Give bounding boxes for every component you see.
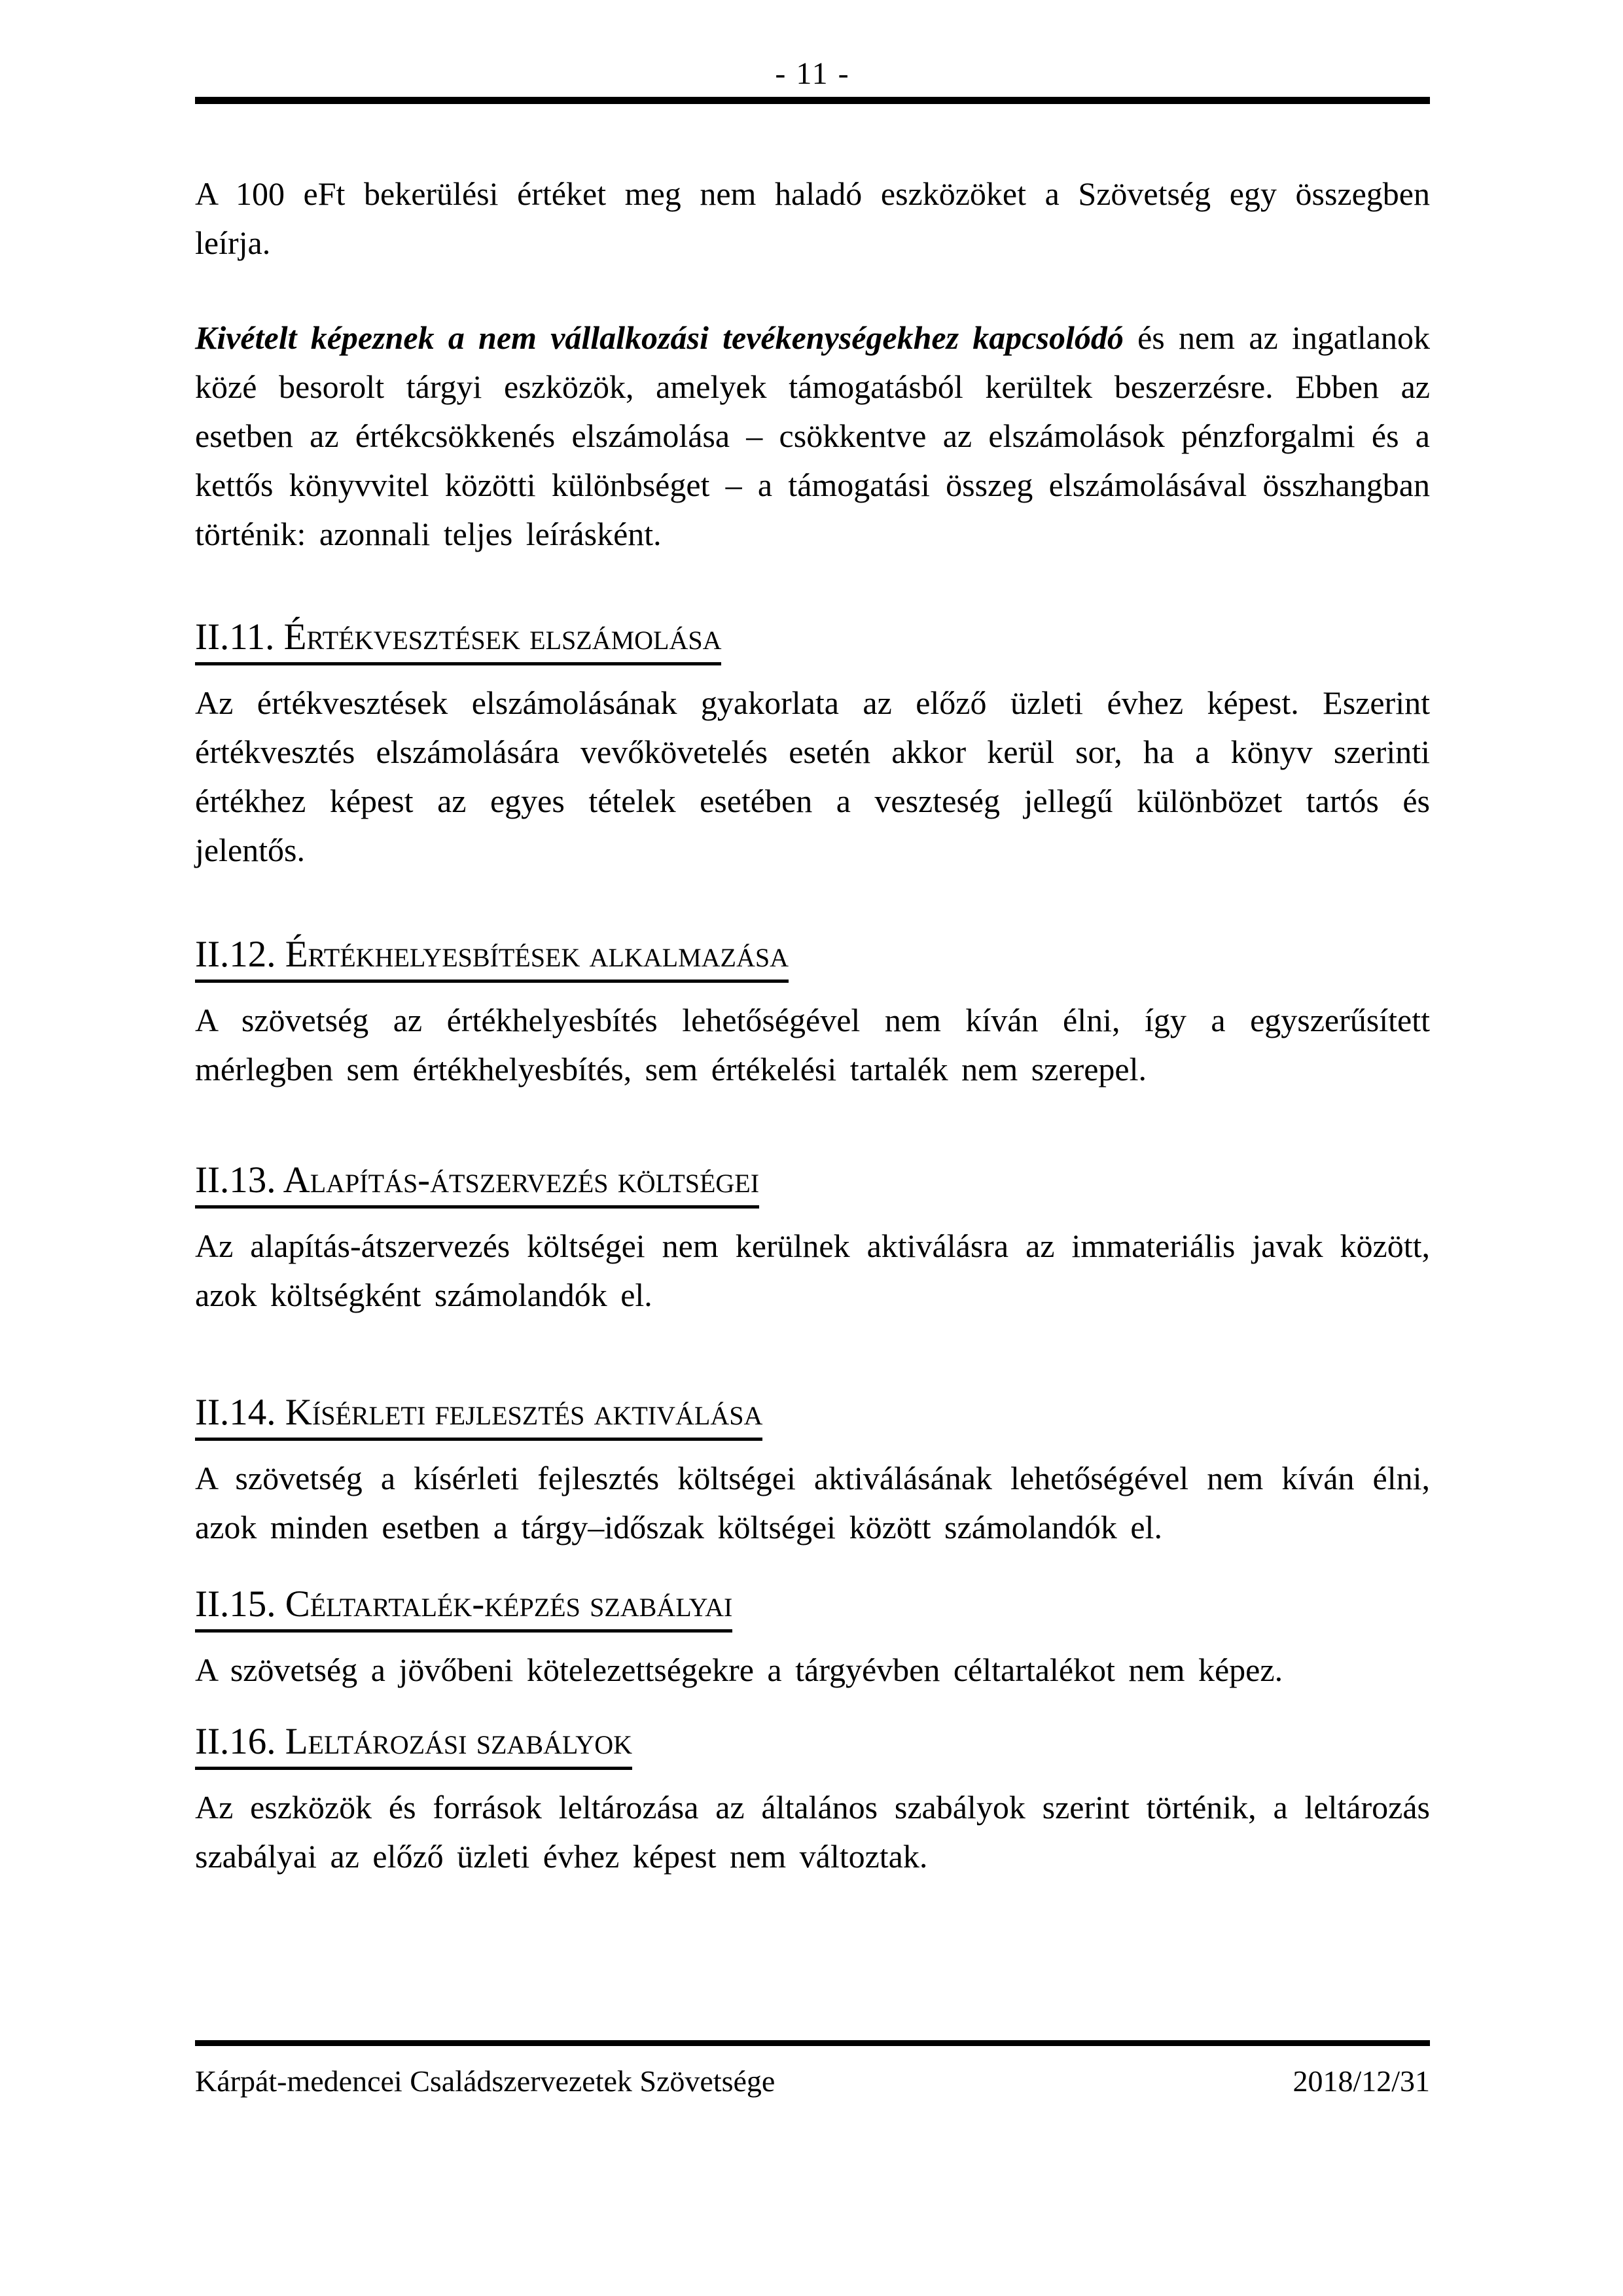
- section-II-16-heading: [195, 1721, 1430, 1770]
- section-II-12-heading-text: II.12. Értékhelyesbítések alkalmazása: [195, 934, 789, 983]
- section-II-13: [195, 1159, 1430, 1320]
- exception-lead-bold-italic: Kivételt képeznek a nem vállalkozási tevékenységekhez kapcsolódó: [195, 319, 1124, 356]
- section-II-11: [195, 616, 1430, 875]
- footer-row: [195, 2063, 1430, 2100]
- footer-organization: Kárpát-medencei Családszervezetek Szövetsége: [195, 2064, 776, 2098]
- section-II-11-heading: [195, 616, 1430, 665]
- section-II-15: [195, 1583, 1430, 1695]
- footer-date: 2018/12/31: [1293, 2064, 1430, 2098]
- section-II-11-body: Az értékvesztések elszámolásának gyakorlata az előző üzleti évhez képest. Eszerint értékvesztés elszámolására vevőkövetelés esetén akkor kerül sor, ha a könyv szerinti értékhez képest az egyes tételek esetében a veszteség jellegű különbözet tartós és jelentős.: [195, 684, 1430, 868]
- footer-rule: [195, 2040, 1430, 2046]
- section-II-14-heading-text: II.14. Kísérleti fejlesztés aktiválása: [195, 1392, 762, 1441]
- page-number: - 11 -: [775, 56, 850, 91]
- section-II-12-heading: [195, 934, 1430, 983]
- header-rule: [195, 97, 1430, 104]
- section-II-13-heading-text: II.13. Alapítás-átszervezés költségei: [195, 1159, 759, 1209]
- section-II-13-heading: [195, 1159, 1430, 1209]
- section-II-14-body: A szövetség a kísérleti fejlesztés költségei aktiválásának lehetőségével nem kíván élni, azok minden esetben a tárgy–időszak költségei között számolandók el.: [195, 1460, 1430, 1545]
- section-II-16-heading-text: II.16. Leltározási szabályok: [195, 1721, 632, 1770]
- section-II-15-body: A szövetség a jövőbeni kötelezettségekre a tárgyévben céltartalékot nem képez.: [195, 1651, 1283, 1688]
- page-footer: [195, 2040, 1430, 2100]
- section-II-16: [195, 1721, 1430, 1881]
- section-II-12-body: A szövetség az értékhelyesbítés lehetőségével nem kíván élni, így a egyszerűsített mérlegben sem értékhelyesbítés, sem értékelési tartalék nem szerepel.: [195, 1002, 1430, 1087]
- paragraph-small-value-writeoff: A 100 eFt bekerülési értéket meg nem haladó eszközöket a Szövetség egy összegben leírja.: [195, 175, 1430, 261]
- section-II-14-heading: [195, 1392, 1430, 1441]
- paragraph-exception: [195, 313, 1430, 559]
- section-II-15-heading: [195, 1583, 1430, 1633]
- section-II-13-body: Az alapítás-átszervezés költségei nem kerülnek aktiválásra az immateriális javak között, azok költségként számolandók el.: [195, 1227, 1430, 1313]
- section-II-12: [195, 934, 1430, 1094]
- section-II-11-heading-text: II.11. Értékvesztések elszámolása: [195, 616, 721, 665]
- section-II-15-heading-text: II.15. Céltartalék-képzés szabályai: [195, 1583, 732, 1633]
- exception-rest: és nem az ingatlanok közé besorolt tárgyi eszközök, amelyek támogatásból kerültek beszerzésre. Ebben az esetben az értékcsökkenés elszámolása – csökkentve az elszámolások pénzforgalmi és a kettős könyvvitel közötti különbséget – a támogatási összeg elszámolásával összhangban történik: azonnali teljes leírásként.: [195, 319, 1431, 552]
- section-II-16-body: Az eszközök és források leltározása az általános szabályok szerint történik, a leltározás szabályai az előző üzleti évhez képest nem változtak.: [195, 1789, 1430, 1875]
- section-II-14: [195, 1392, 1430, 1552]
